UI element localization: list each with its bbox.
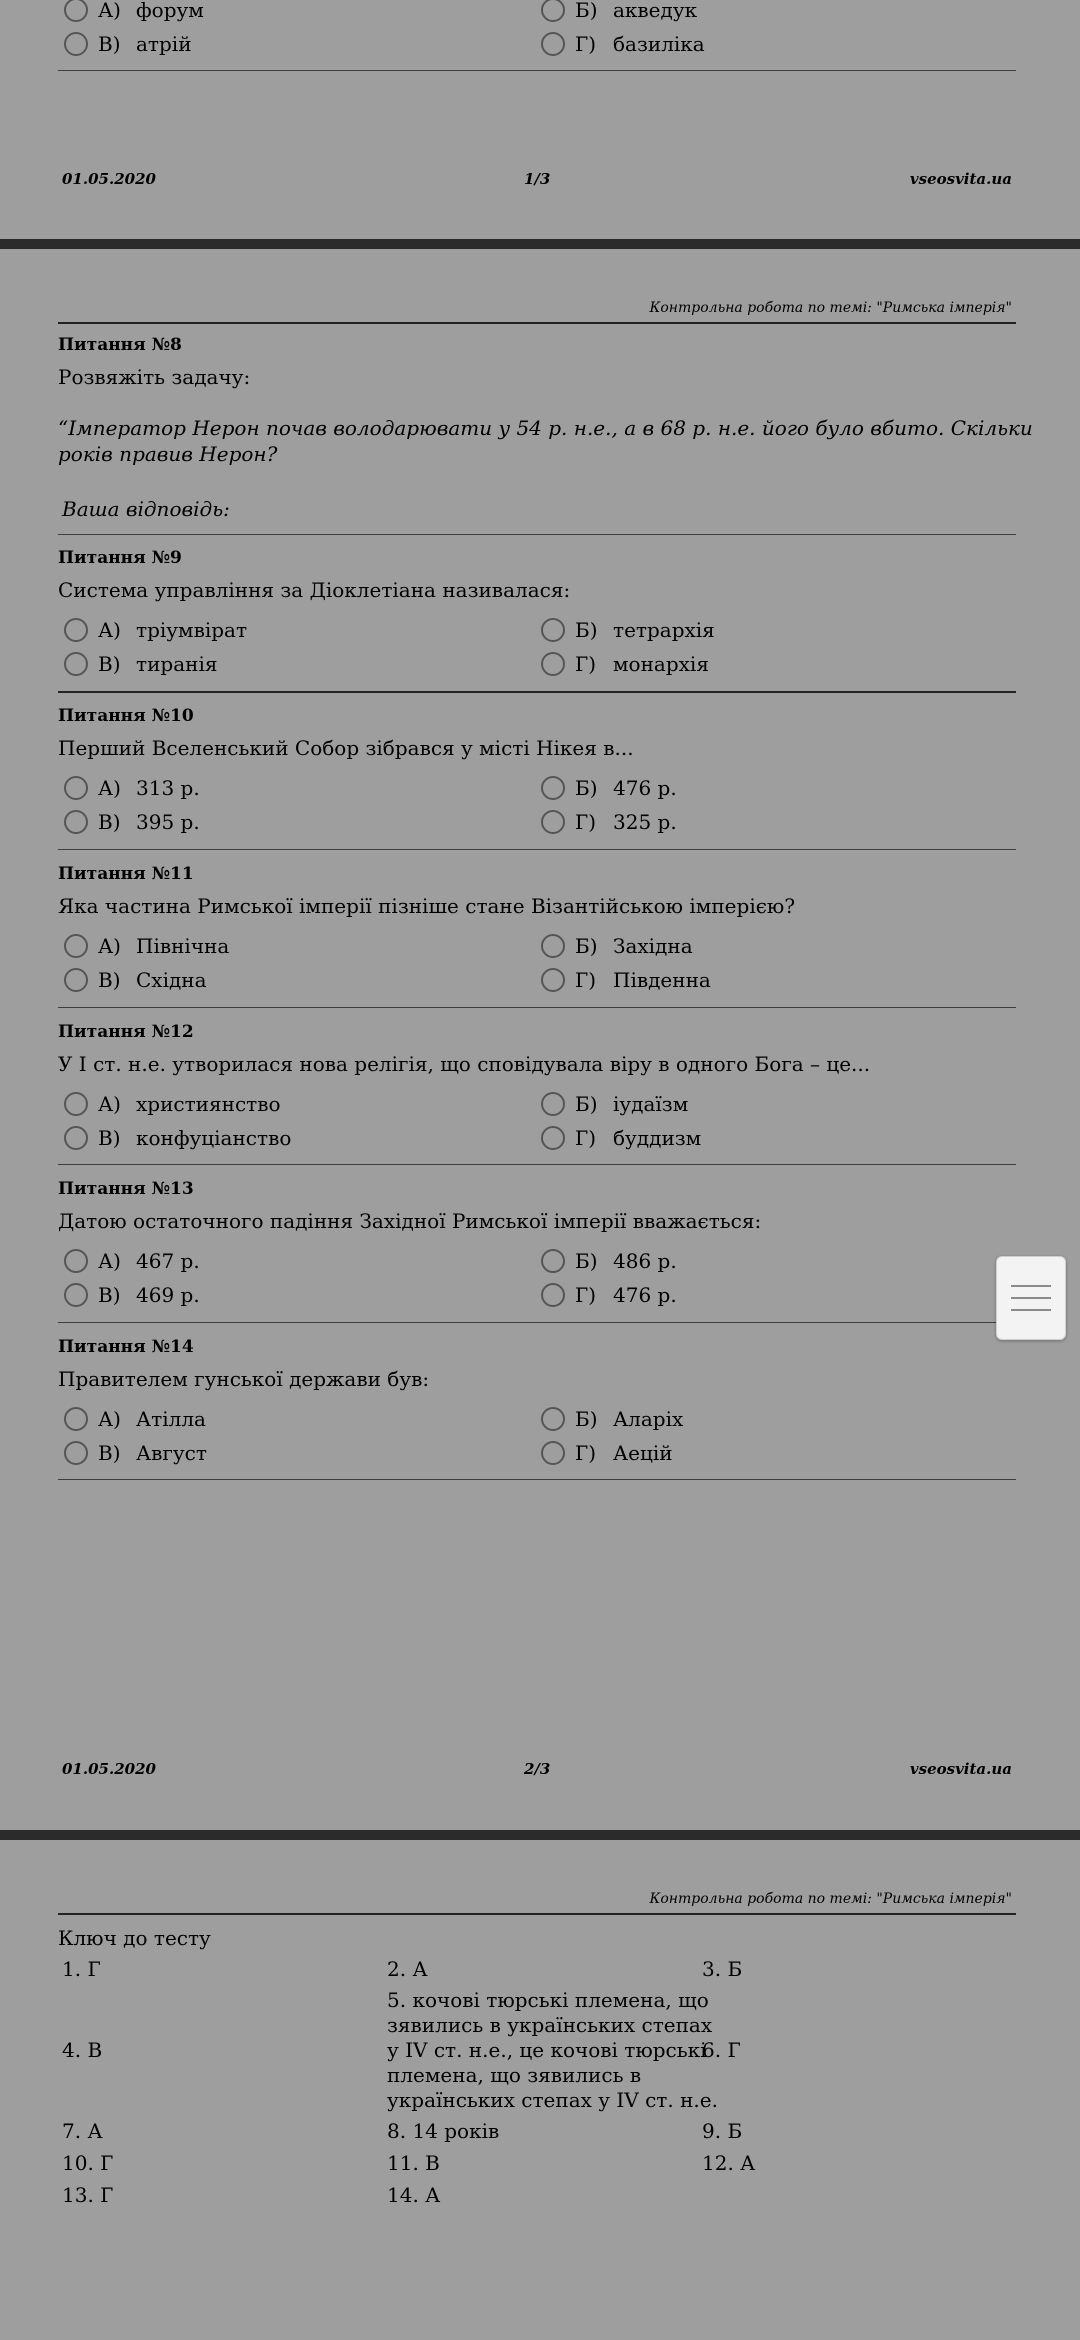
key-item: 11. В <box>387 2151 440 2175</box>
key-item: 4. В <box>62 2038 103 2062</box>
option-a[interactable]: А) тріумвірат <box>64 616 247 644</box>
key-item: 6. Г <box>702 2038 741 2062</box>
option-b[interactable]: Б) Аларіх <box>541 1405 683 1433</box>
question-title: Питання №10 <box>58 706 194 726</box>
question-title: Питання №13 <box>58 1179 194 1199</box>
option-c[interactable]: В) 469 р. <box>64 1281 200 1309</box>
option-d[interactable]: Г) 325 р. <box>541 808 677 836</box>
option-d[interactable]: Г) 476 р. <box>541 1281 677 1309</box>
page-header: Контрольна робота по темі: "Римська імперія" <box>649 300 1012 316</box>
radio-icon[interactable] <box>541 934 565 958</box>
radio-icon[interactable] <box>64 968 88 992</box>
radio-icon[interactable] <box>541 1407 565 1431</box>
option-b[interactable]: Б) іудаїзм <box>541 1090 688 1118</box>
menu-icon-bar <box>1011 1285 1051 1287</box>
question-text: Яка частина Римської імперії пізніше стане Візантійською імперією? <box>58 894 796 918</box>
radio-icon[interactable] <box>64 810 88 834</box>
footer-page-number: 1/3 <box>524 170 551 188</box>
divider <box>58 849 1016 850</box>
option-a[interactable]: А) 467 р. <box>64 1247 200 1275</box>
option-a[interactable]: А) 313 р. <box>64 774 200 802</box>
task-text: років правив Нерон? <box>58 442 278 466</box>
key-item-line: 5. кочові тюрські племена, що <box>387 1988 709 2012</box>
radio-icon[interactable] <box>541 968 565 992</box>
page-header: Контрольна робота по темі: "Римська імперія" <box>649 1891 1012 1907</box>
key-item: 1. Г <box>62 1957 101 1981</box>
key-item: 2. А <box>387 1957 428 1981</box>
radio-icon[interactable] <box>64 1407 88 1431</box>
question-title: Питання №14 <box>58 1337 194 1357</box>
radio-icon[interactable] <box>64 776 88 800</box>
radio-icon[interactable] <box>541 618 565 642</box>
option-a[interactable]: А) християнство <box>64 1090 281 1118</box>
key-title: Ключ до тесту <box>58 1926 211 1950</box>
option-c[interactable]: В) 395 р. <box>64 808 200 836</box>
key-item-line: українських степах у IV ст. н.е. <box>387 2088 718 2112</box>
radio-icon[interactable] <box>64 0 88 22</box>
radio-icon[interactable] <box>64 1092 88 1116</box>
radio-icon[interactable] <box>541 1092 565 1116</box>
answer-label: Ваша відповідь: <box>62 497 230 521</box>
page-separator <box>0 239 1080 249</box>
menu-icon-bar <box>1011 1309 1051 1311</box>
radio-icon[interactable] <box>64 1283 88 1307</box>
key-item: 8. 14 років <box>387 2119 500 2143</box>
option-b[interactable]: Б) Західна <box>541 932 693 960</box>
radio-icon[interactable] <box>64 652 88 676</box>
key-item: 10. Г <box>62 2151 114 2175</box>
radio-icon[interactable] <box>541 1126 565 1150</box>
key-item: 7. А <box>62 2119 103 2143</box>
option-c[interactable]: В) атрій <box>64 30 192 58</box>
divider <box>58 1007 1016 1008</box>
question-text: Розвяжіть задачу: <box>58 365 251 389</box>
option-c[interactable]: В) конфуціанство <box>64 1124 291 1152</box>
option-a[interactable]: А) Північна <box>64 932 229 960</box>
page-separator <box>0 1830 1080 1840</box>
radio-icon[interactable] <box>541 1283 565 1307</box>
page-footer <box>62 1760 1012 1780</box>
page-footer <box>62 170 1012 190</box>
option-c[interactable]: В) тиранія <box>64 650 217 678</box>
radio-icon[interactable] <box>541 1249 565 1273</box>
footer-site: vseosvita.ua <box>909 170 1012 188</box>
option-b[interactable]: Б) тетрархія <box>541 616 715 644</box>
question-text: Перший Вселенський Собор зібрався у місті Нікея в... <box>58 736 634 760</box>
radio-icon[interactable] <box>64 1126 88 1150</box>
footer-date: 01.05.2020 <box>62 1760 156 1778</box>
question-title: Питання №9 <box>58 548 182 568</box>
option-d[interactable]: Г) монархія <box>541 650 709 678</box>
radio-icon[interactable] <box>541 1441 565 1465</box>
question-title: Питання №12 <box>58 1022 194 1042</box>
radio-icon[interactable] <box>64 32 88 56</box>
divider <box>58 691 1016 693</box>
option-d[interactable]: Г) буддизм <box>541 1124 701 1152</box>
question-title: Питання №11 <box>58 864 194 884</box>
header-rule <box>58 1913 1016 1915</box>
radio-icon[interactable] <box>64 618 88 642</box>
question-text: Правителем гунської держави був: <box>58 1367 430 1391</box>
divider <box>58 1164 1016 1165</box>
menu-button[interactable] <box>996 1256 1066 1340</box>
key-item-line: зявились в українських степах <box>387 2013 713 2037</box>
divider <box>58 1322 1016 1323</box>
task-text: “Імператор Нерон почав володарювати у 54 р. н.е., а в 68 р. н.е. його було вбито. Скільки <box>58 416 1033 440</box>
radio-icon[interactable] <box>541 0 565 22</box>
radio-icon[interactable] <box>64 934 88 958</box>
radio-icon[interactable] <box>541 776 565 800</box>
key-item: 9. Б <box>702 2119 743 2143</box>
option-c[interactable]: В) Август <box>64 1439 207 1467</box>
radio-icon[interactable] <box>64 1441 88 1465</box>
option-d[interactable]: Г) базиліка <box>541 30 705 58</box>
option-b[interactable]: Б) акведук <box>541 0 697 24</box>
radio-icon[interactable] <box>541 32 565 56</box>
radio-icon[interactable] <box>541 810 565 834</box>
question-text: Система управління за Діоклетіана називалася: <box>58 578 571 602</box>
key-item: 3. Б <box>702 1957 743 1981</box>
divider <box>58 1479 1016 1480</box>
option-d[interactable]: Г) Аецій <box>541 1439 673 1467</box>
option-a[interactable]: А) Атілла <box>64 1405 206 1433</box>
radio-icon[interactable] <box>541 652 565 676</box>
header-rule <box>58 322 1016 324</box>
question-title: Питання №8 <box>58 335 182 355</box>
option-b[interactable]: Б) 476 р. <box>541 774 677 802</box>
question-text: Датою остаточного падіння Західної Римської імперії вважається: <box>58 1209 762 1233</box>
key-item-line: племена, що зявились в <box>387 2063 642 2087</box>
divider <box>58 534 1016 535</box>
footer-date: 01.05.2020 <box>62 170 156 188</box>
option-c[interactable]: В) Східна <box>64 966 207 994</box>
divider <box>58 70 1016 71</box>
radio-icon[interactable] <box>64 1249 88 1273</box>
key-item: 14. А <box>387 2183 441 2207</box>
footer-site: vseosvita.ua <box>909 1760 1012 1778</box>
menu-icon-bar <box>1011 1297 1051 1299</box>
footer-page-number: 2/3 <box>524 1760 551 1778</box>
option-d[interactable]: Г) Південна <box>541 966 711 994</box>
option-b[interactable]: Б) 486 р. <box>541 1247 677 1275</box>
key-item: 13. Г <box>62 2183 114 2207</box>
key-item: 12. А <box>702 2151 756 2175</box>
option-a[interactable]: А) форум <box>64 0 204 24</box>
key-item-line: у IV ст. н.е., це кочові тюрські <box>387 2038 707 2062</box>
question-text: У І ст. н.е. утворилася нова релігія, що сповідувала віру в одного Бога – це... <box>58 1052 871 1076</box>
